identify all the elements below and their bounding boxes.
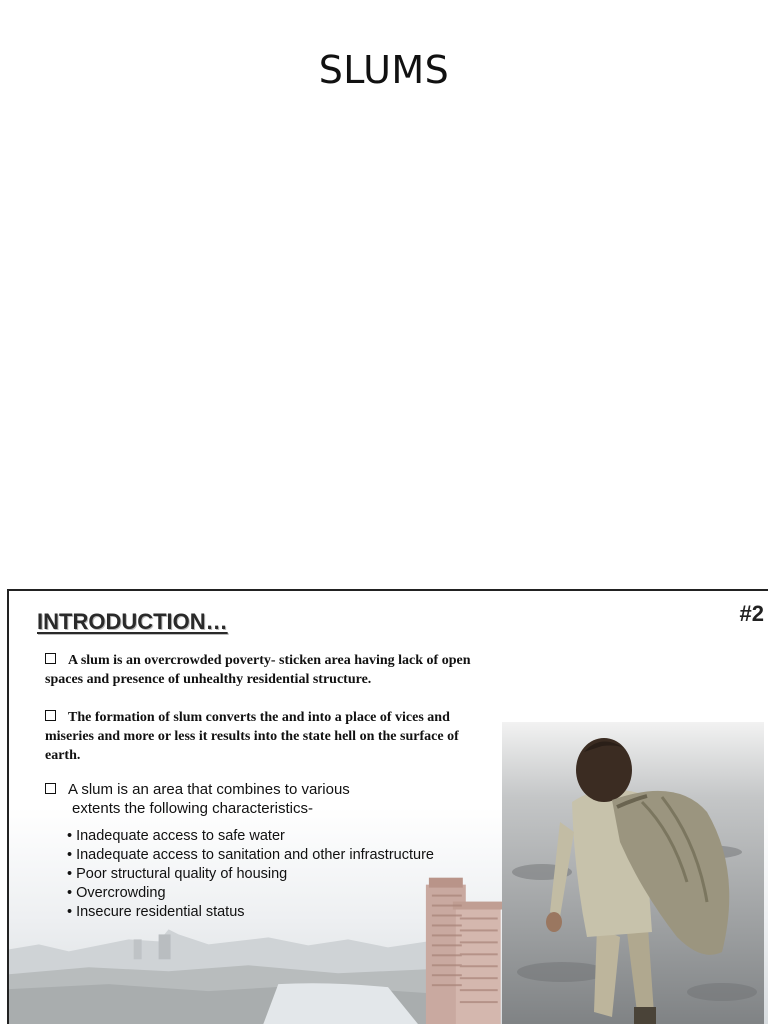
list-item: • Overcrowding (67, 884, 434, 903)
page-title: SLUMS (318, 48, 450, 92)
list-item: • Poor structural quality of housing (67, 865, 434, 884)
child-with-sack-photo (502, 722, 764, 1024)
checkbox-bullet-icon (45, 710, 56, 721)
slide-heading: INTRODUCTION… (37, 609, 228, 634)
list-item: • Inadequate access to sanitation and other infrastructure (67, 846, 434, 865)
list-item: • Insecure residential status (67, 903, 434, 922)
checkbox-bullet-icon (45, 783, 56, 794)
slide (7, 589, 768, 1024)
checkbox-bullet-icon (45, 653, 56, 664)
intro-point-1-text: A slum is an overcrowded poverty- sticken area having lack of open spaces and presence of unhealthy residential structure. (45, 653, 471, 687)
characteristics-list (67, 827, 434, 922)
intro-point-2 (45, 708, 485, 765)
intro-point-1 (45, 651, 485, 689)
list-item: • Inadequate access to safe water (67, 827, 434, 846)
slide-number: #2 (739, 601, 764, 626)
intro-point-2-text: The formation of slum converts the and into a place of vices and miseries and more or less it results into the state hell on the surface of earth. (45, 710, 459, 763)
characteristics-intro-line-2: extents the following characteristics- (72, 800, 313, 817)
characteristics-intro-line-1: A slum is an area that combines to various (68, 781, 350, 798)
characteristics-intro (45, 780, 465, 818)
